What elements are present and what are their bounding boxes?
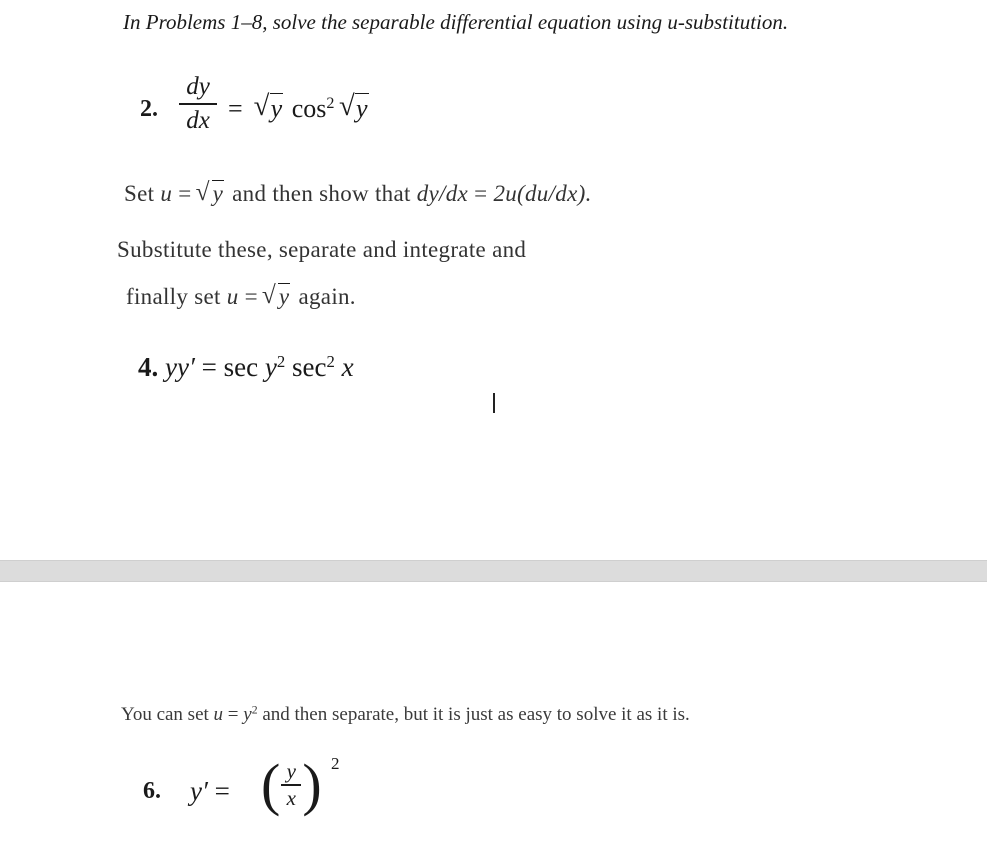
problem-6-fraction <box>281 761 301 809</box>
hint-line-3: finally set u = √ y again. <box>126 284 356 310</box>
problem-2-derivative-fraction <box>178 74 218 133</box>
hint-line-2: Substitute these, separate and integrate and <box>117 237 527 262</box>
problem-6-lhs: y′ = <box>190 776 230 806</box>
fraction-bar <box>179 103 217 105</box>
problem-4-number: 4. <box>138 352 159 382</box>
fraction-numerator: dy <box>186 73 210 100</box>
cos-function: cos <box>291 94 327 123</box>
fraction-denominator: x <box>286 785 296 810</box>
text-cursor <box>493 393 495 413</box>
cos-power: 2 <box>326 95 335 113</box>
fraction-numerator: y <box>286 759 296 784</box>
equals-sign: = <box>228 94 243 123</box>
sqrt-y: √ y <box>256 94 284 124</box>
sqrt-y-argument: √ y <box>341 94 369 124</box>
right-paren: ) <box>302 752 322 817</box>
equals-sign: = <box>214 776 230 806</box>
problem-4-lhs: yy′ <box>165 352 195 382</box>
fraction-denominator: dx <box>186 106 210 134</box>
equals-sign: = <box>201 352 217 382</box>
problem-6-exponent: 2 <box>331 754 340 773</box>
hint-line-1: Set u = √ y and then show that dy/dx = 2u(du/dx). <box>124 181 592 207</box>
problem-2-number: 2. <box>140 96 158 122</box>
sqrt-y: √ y <box>198 181 225 207</box>
sqrt-y: √ y <box>264 284 291 310</box>
section-divider <box>0 560 987 582</box>
problem-6-fraction-group <box>261 752 322 817</box>
instructions-heading: In Problems 1–8, solve the separable differential equation using u-substitution. <box>123 10 789 34</box>
problem-2-right-side <box>228 94 371 124</box>
left-paren: ( <box>261 752 281 817</box>
problem-6-number: 6. <box>143 778 161 804</box>
problem-4: 4. $yy' = \sec y^2$ $\sec^2 x$ <box>138 351 354 382</box>
hint-note: You can set $u = y^2$ and then separate, but it is just as easy to solve it as it is. <box>121 703 690 725</box>
